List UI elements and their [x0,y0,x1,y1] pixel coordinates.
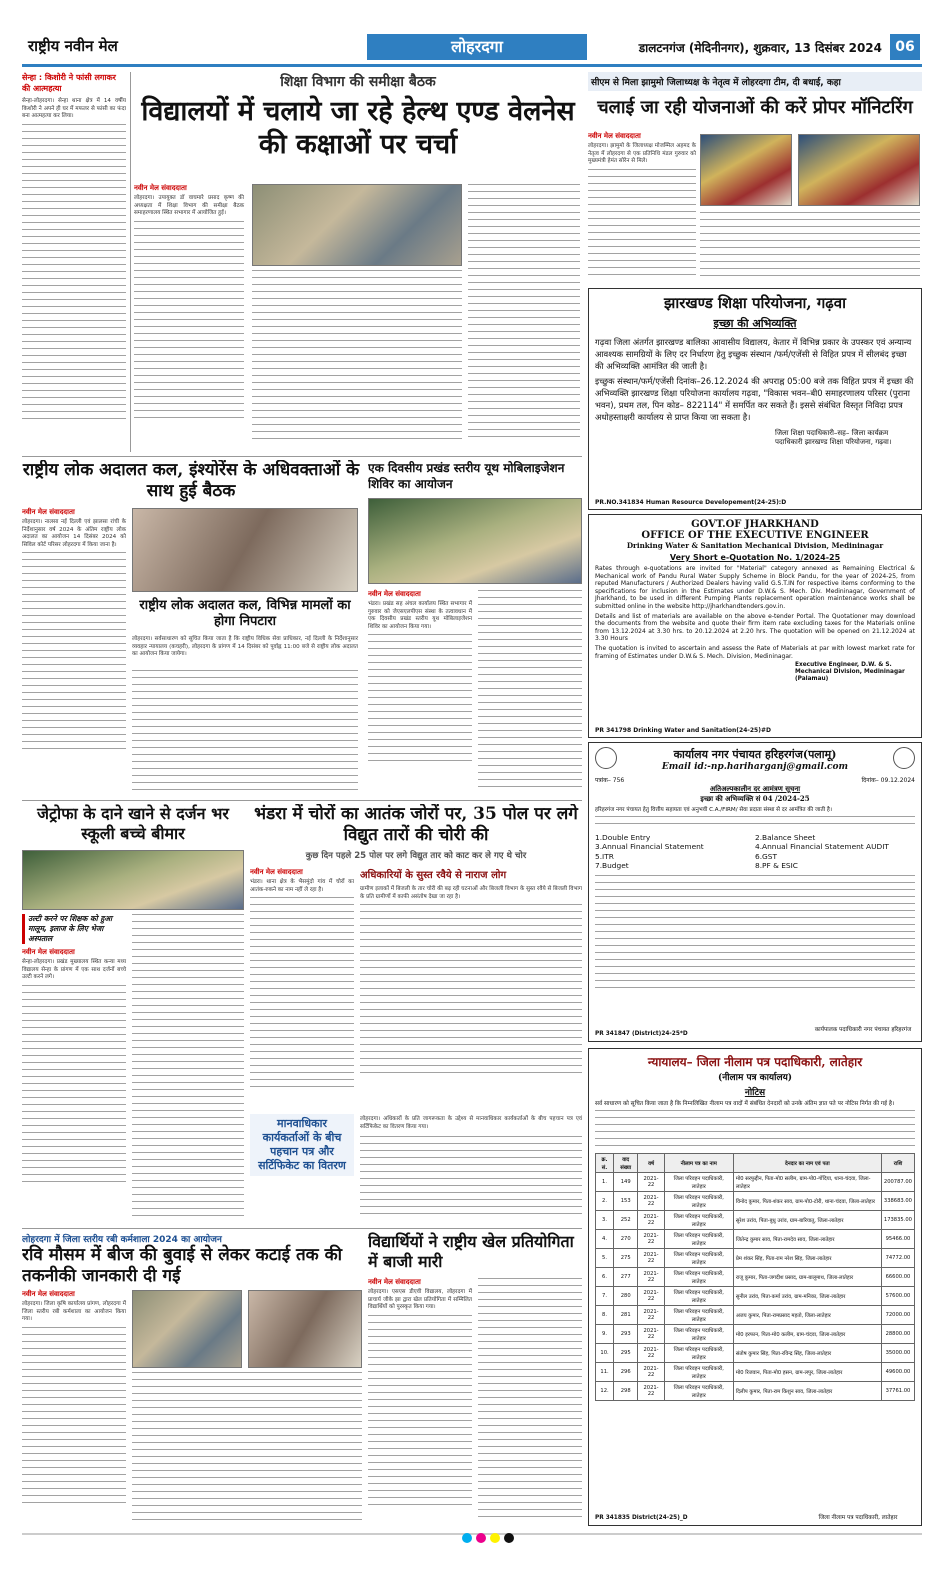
document-item: 4.Annual Financial Statement AUDIT [755,842,889,852]
newspaper-page [22,30,922,1545]
table-cell: 3. [596,1211,614,1230]
page-number: 06 [890,34,920,60]
story-lead: लोहरदगा। जिला कृषि कार्यालय प्रांगण, लोहरदगा में जिला स्तरीय रबी कर्मशाला का आयोजन किया गया। [22,1301,126,1323]
ad-garhwa [588,288,922,510]
cyan-dot [462,1533,472,1543]
table-cell: 4. [596,1230,614,1249]
ad-notice: नोटिस [744,1088,766,1098]
table-cell: 95466.00 [881,1230,914,1249]
ad-signature: कार्यपालक पदाधिकारी नगर पंचायत हरिहरगंज [814,1027,912,1033]
table-cell: 2021-22 [638,1325,664,1344]
table-cell: जिला परिवहन पदाधिकारी, लातेहार [664,1306,733,1325]
table-cell: जिला परिवहन पदाधिकारी, लातेहार [664,1249,733,1268]
dateline: डालटनगंज (मेदिनीनगर), शुक्रवार, 13 दिसंबर 2024 [638,41,882,55]
story-rabi [22,1232,362,1526]
story-body-text [22,985,126,1185]
table-row [596,1325,915,1344]
ad-title-2: OFFICE OF THE EXECUTIVE ENGINEER [641,530,869,541]
story-body-text [700,212,920,276]
table-cell: जिला परिवहन पदाधिकारी, लातेहार [664,1211,733,1230]
story-lead: भंडरा। प्रखंड सह अंचल कार्यालय स्थित सभागार में गुरुवार को जेएसएलपीएस संस्था के तत्वावधान में एक दिवसीय प्रखंड स्तरीय यूथ मोबिलाइजेशन शिविर का आयोजन किया गया। [368,601,472,630]
table-cell: 72000.00 [881,1306,914,1325]
table-cell: 66600.00 [881,1268,914,1287]
ad-subtitle: अतिअल्पकालीन दर आमंत्रण सूचना [709,784,801,793]
ad-conditions-text [595,875,915,991]
story-headline: जेट्रोफा के दाने खाने से दर्जन भर स्कूली बच्चे बीमार [37,804,229,843]
ad-body: गढ़वा जिला अंतर्गत झारखण्ड बालिका आवासीय विद्यालय, केतार में विभिन्न प्रकार के उपस्कर एवं अन्यान्य आवश्यक सामग्रियों के लिए दर निर्धारण हेतु इच्छुक संस्थान /फर्म/एजेंसी से विहित प्रपत्र में सीलबंद इच्छा की अभिव्यक्ति आमंत्रित की जाती है। [595,337,912,371]
ad-hariharganj [588,742,922,1042]
table-cell: विनोद कुमार, पिता-शंकर साव, ग्राम-पो0-टोरी, थाना-चंदवा, जिला-लातेहार [733,1192,881,1211]
table-cell: 2021-22 [638,1211,664,1230]
table-cell: 9. [596,1325,614,1344]
story-cm-meeting [588,72,922,284]
meeting-photo [252,184,462,266]
table-cell: जिला परिवहन पदाधिकारी, लातेहार [664,1363,733,1382]
table-cell: जिला परिवहन पदाधिकारी, लातेहार [664,1325,733,1344]
table-header-cell: वाद संख्या [614,1154,638,1173]
story-lead: लोहरदगा। उपायुक्त डॉ वाघमारे प्रसाद कृष्ण की अध्यक्षता में शिक्षा विभाग की समीक्षा बैठक समाहरणालय स्थित सभागार में आयोजित हुई। [134,195,244,217]
workshop-photo-1 [132,1290,242,1368]
table-cell: 153 [614,1192,638,1211]
paper-name: राष्ट्रीय नवीन मेल [28,37,118,55]
story-body-text [588,169,696,279]
story-jatropha [22,804,244,1224]
table-cell: 281 [614,1306,638,1325]
table-cell: 2021-22 [638,1306,664,1325]
table-cell: 2021-22 [638,1268,664,1287]
table-cell: जिला परिवहन पदाधिकारी, लातेहार [664,1230,733,1249]
story-headline: एक दिवसीय प्रखंड स्तरीय यूथ मोबिलाइजेशन शिविर का आयोजन [368,461,565,491]
table-cell: 298 [614,1382,638,1401]
ad-title-3: Drinking Water & Sanitation Mechanical Division, Medininagar [626,541,884,550]
story-body-text [360,1136,582,1220]
table-cell: जिला परिवहन पदाधिकारी, लातेहार [664,1173,733,1192]
story-kicker: सेन्हा : [22,73,43,82]
section-divider [22,800,582,801]
lok-adalat-photo [132,508,358,592]
table-cell: 2021-22 [638,1173,664,1192]
black-dot [504,1533,514,1543]
table-cell: 2021-22 [638,1192,664,1211]
story-headline: राष्ट्रीय लोक अदालत कल, इंश्योरेंस के अधिवक्ताओं के साथ हुई बैठक [22,460,360,501]
table-row [596,1363,915,1382]
story-body-text [468,184,580,442]
story-headline: भंडरा में चोरों का आतंक जोरों पर, 35 पोल पर लगे विद्युत तारों की चोरी की [254,804,578,845]
photo-caption: उल्टी करने पर शिक्षक को हुआ मालूम, इलाज के लिए भेजा अस्पताल [22,914,126,944]
story-body-text [132,914,244,1220]
ad-pr: PR 341847 (District)24-25*D [595,1031,688,1037]
story-body-text [132,670,358,792]
logo-icon [893,747,915,769]
table-cell: 277 [614,1268,638,1287]
ad-signature: Executive Engineer, D.W. & S. Mechanical Division, Medininagar (Palamau) [795,662,905,683]
print-registration-bar [22,1528,922,1540]
story-body-text [132,1372,362,1522]
section-divider [22,1228,582,1229]
byline: नवीन मेल संवाददाता [250,868,303,876]
table-cell: 280 [614,1287,638,1306]
story-kicker: लोहरदगा में जिला स्तरीय रबी कर्मशाला 2024 का आयोजन [22,1235,222,1245]
table-cell: जिला परिवहन पदाधिकारी, लातेहार [664,1287,733,1306]
story-kicker: शिक्षा विभाग की समीक्षा बैठक [280,74,436,90]
table-cell: सुरेश उरांव, पिता-बुधु उरांव, ग्राम-बारियातू, जिला-लातेहार [733,1211,881,1230]
table-cell: 200787.00 [881,1173,914,1192]
table-cell: राजू कुमार, पिता-जगदीश प्रसाद, ग्राम-बालूमाथ, जिला-लातेहार [733,1268,881,1287]
side-lead: ग्रामीण इलाकों में बिजली के तार चोरी की बढ़ रही घटनाओं और बिजली विभाग के सुस्त रवैये से बिजली विभाग के प्रति ग्रामीणों में काफी असंतोष देखा जा रहा है। [360,886,582,900]
table-cell: 2021-22 [638,1249,664,1268]
table-row [596,1230,915,1249]
ad-pr: PR 341798 Drinking Water and Sanitation(24-25)#D [595,727,771,734]
certificate-lead: लोहरदगा। अधिकारों के प्रति जागरूकता के उद्देश्य से मानवाधिकार कार्यकर्ताओं के बीच पहचान पत्र एवं सर्टिफिकेट का वितरण किया गया। [360,1116,582,1130]
required-documents-list [595,833,915,871]
ad-body-text [595,1110,915,1148]
table-cell: 149 [614,1173,638,1192]
table-cell: 7. [596,1287,614,1306]
table-cell: 28800.00 [881,1325,914,1344]
table-cell: मो0 सरफुद्दीन, पिता-मो0 सलीम, ग्राम-पो0-गोंदिया, थाना-चंदवा, जिला-लातेहार [733,1173,881,1192]
story-kicker: सीएम से मिला झामुमो जिलाध्यक्ष के नेतृत्व में लोहरदगा टीम, दी बधाई, कहा [588,72,922,91]
table-row [596,1306,915,1325]
table-cell: 2021-22 [638,1287,664,1306]
ad-body: Rates through e-quotations are invited for "Material" category annexed as Remaining Electrical & Mechanical work of Pandu Rural Water Supply Scheme in Block Pandu, for the year of 2024-25, from reputed Manufacturers / Authorized Dealers having valid G.S.T.IN for respective items conforming to the specifications for inclusion in the Estimates under D.W.& S. Mech. Div. Medininagar, Government of Jharkhand, to be used in different Pumping Plants replacement operation maintenance works shall be submitted online in the website http://jharkhandtenders.gov.in. [595,565,915,610]
table-row [596,1249,915,1268]
table-cell: जितेन्द्र कुमार साव, पिता-रामदेव साव, जिला-लातेहार [733,1230,881,1249]
ad-subtitle: इच्छा की अभिव्यक्ति [713,317,797,330]
letter-date: दिनांक– 09.12.2024 [861,777,915,784]
table-row [596,1287,915,1306]
sub-lead: लोहरदगा। सर्वसाधारण को सूचित किया जाता है कि राष्ट्रीय विधिक सेवा प्राधिकार, नई दिल्ली के निर्देशानुसार व्यवहार न्यायालय (कचहरी), लोहरदगा के प्रांगण में 14 दिसंबर को पूर्वाह्न 11:00 बजे से राष्ट्रीय लोक अदालत का आयोजन किया जायेगा। [132,636,358,658]
table-cell: जिला परिवहन पदाधिकारी, लातेहार [664,1344,733,1363]
table-cell: 2021-22 [638,1344,664,1363]
story-lead: लोहरदगा। नालसा नई दिल्ली एवं झालसा रांची के निर्देशानुसार वर्ष 2024 के अंतिम राष्ट्रीय लोक अदालत का आयोजन 14 दिसंबर 2024 को सिविल कोर्ट परिसर लोहरदगा में किया जाना है। [22,519,126,548]
magenta-dot [476,1533,486,1543]
table-cell: 2. [596,1192,614,1211]
story-lead: लोहरदगा। एसएस डीएवी विद्यालय, लोहरदगा में प्राचार्य जीके झा द्वारा खेल प्रतियोगिता में सम्मिलित विद्यार्थियों को पुरस्कृत किया गया। [368,1289,472,1311]
table-row [596,1173,915,1192]
story-lead: सेन्हा-लोहरदगा। सेन्हा थाना क्षेत्र में 14 वर्षीय किशोरी ने अपने ही घर में मफलर से फांसी का फंदा बना आत्महत्या कर लिया। [22,98,126,120]
ad-title: कार्यालय नगर पंचायत हरिहरगंज(पलामू) [673,748,837,761]
byline: नवीन मेल संवाददाता [134,184,187,192]
table-cell: 2021-22 [638,1382,664,1401]
table-cell: 37761.00 [881,1382,914,1401]
table-cell: मो0 रिजवान, पिता-मो0 हसन, ग्राम-लपुर, जिला-लातेहार [733,1363,881,1382]
ad-title: झारखण्ड शिक्षा परियोजना, गढ़वा [664,294,846,312]
story-body-text [134,221,244,421]
ad-signature: जिला नीलाम पत्र पदाधिकारी, लातेहार [818,1515,898,1521]
ad-body-text [595,816,915,830]
story-body-text [368,634,472,764]
table-cell: 49600.00 [881,1363,914,1382]
ad-email: Email id:-np.hariharganj@gmail.com [661,762,849,772]
table-cell: जिला परिवहन पदाधिकारी, लातेहार [664,1382,733,1401]
table-cell: 173835.00 [881,1211,914,1230]
table-header-cell: देनदार का नाम एवं पता [733,1154,881,1173]
table-cell: 10. [596,1344,614,1363]
ad-body: हरिहरगंज नगर पंचायत हेतु वित्तीय सहायता एवं अनुभवी C.A./FIRM/ सेवा प्रदाता संस्था से दर आमंत्रित की जाती है। [595,807,832,813]
table-cell: 12. [596,1382,614,1401]
table-cell: प्रेम शंकर सिंह, पिता-राम नरेश सिंह, जिला-लातेहार [733,1249,881,1268]
table-cell: 35000.00 [881,1344,914,1363]
ad-notice: Very Short e-Quotation No. 1/2024-25 [669,553,841,562]
table-row [596,1268,915,1287]
byline: नवीन मेल संवाददाता [368,590,421,598]
table-cell: 2021-22 [638,1230,664,1249]
table-cell: जिला परिवहन पदाधिकारी, लातेहार [664,1192,733,1211]
table-cell: अजय कुमार, पिता-रामप्रसाद महतो, जिला-लातेहार [733,1306,881,1325]
table-row [596,1211,915,1230]
section-divider [22,456,582,457]
table-cell: 252 [614,1211,638,1230]
table-cell: संतोष कुमार सिंह, पिता-रविन्द्र सिंह, जिला-लातेहार [733,1344,881,1363]
byline: नवीन मेल संवाददाता [22,948,75,956]
table-cell: 1. [596,1173,614,1192]
certificate-headline: मानवाधिकार कार्यकर्ताओं के बीच पहचान पत्र और सर्टिफिकेट का वितरण [250,1114,354,1176]
table-cell: 74772.00 [881,1249,914,1268]
table-header-cell: राशि [881,1154,914,1173]
table-cell: 270 [614,1230,638,1249]
table-cell: सुनील उरांव, पिता-कर्मा उरांव, ग्राम-मनिका, जिला-लातेहार [733,1287,881,1306]
masthead-rule [22,64,922,67]
story-headline: रवि मौसम में बीज की बुवाई से लेकर कटाई तक की तकनीकी जानकारी दी गई [22,1245,343,1286]
table-cell: दिलीप कुमार, पिता-राम किशुन साव, जिला-लातेहार [733,1382,881,1401]
story-body-text [22,124,126,424]
table-cell: 275 [614,1249,638,1268]
story-body-text [478,590,582,790]
table-cell: 57600.00 [881,1287,914,1306]
table-header-cell: क्र. सं. [596,1154,614,1173]
table-row [596,1382,915,1401]
ad-jharkhand [588,514,922,738]
document-item: 6.GST [755,851,777,861]
table-cell: 8. [596,1306,614,1325]
table-row [596,1344,915,1363]
letter-number: पत्रांक– 756 [595,777,625,784]
table-header-cell: नीलाम पत्र का नाम [664,1154,733,1173]
cm-photo-1 [700,134,792,206]
table-cell: 338683.00 [881,1192,914,1211]
table-cell: 295 [614,1344,638,1363]
table-row [596,1192,915,1211]
document-item: 3.Annual Financial Statement [595,842,704,852]
ad-subtitle-2: इच्छा की अभिव्यक्ति सं 04 /2024-25 [700,794,810,803]
table-cell: 293 [614,1325,638,1344]
ad-body-2: इच्छुक संस्थान/फर्म/एजेंसी दिनांक–26.12.2024 की अपराह्न 05:00 बजे तक विहित प्रपत्र में इच्छा की अभिव्यक्ति झारखण्ड शिक्षा परियोजना कार्यालय गढ़वा, "विकास भवन–बी0 समाहरणालय परिसर (पुराना भवन), प्रथम तल, पिन कोड– 822114" में समर्पित कर सकते हैं। इससे संबंधित विस्तृत निविदा प्रपत्र अधोहस्ताक्षरी कार्यालय से प्राप्त किया जा सकता है। [595,376,914,422]
ad-signature: जिला शिक्षा पदाधिकारी–सह– जिला कार्यक्रम पदाधिकारी झारखण्ड शिक्षा परियोजना, गढ़वा। [775,429,892,446]
table-header-cell: वर्ष [638,1154,664,1173]
story-body-text [360,904,582,1074]
story-body-text [478,1278,582,1522]
ad-body: सर्व साधारण को सूचित किया जाता है कि निम्नलिखित नीलाम पत्र वादों में संबंधित देनदारों को उनके अंतिम ज्ञात पते पर नोटिस निर्गत की गई है। [595,1101,895,1107]
story-bhandra [250,804,582,1224]
section-title: लोहरदगा [367,34,587,60]
table-header-row [596,1154,915,1173]
masthead [22,30,922,64]
story-body-text [22,552,126,752]
story-headline: किशोरी ने फांसी लगाकर की आत्महत्या [22,73,116,93]
ad-title: न्यायालय– जिला नीलाम पत्र पदाधिकारी, लातेहार [647,1055,863,1069]
table-cell: 5. [596,1249,614,1268]
byline: नवीन मेल संवाददाता [22,1290,75,1298]
story-headline: विद्यार्थियों ने राष्ट्रीय खेल प्रतियोगिता में बाजी मारी [368,1232,574,1271]
defaulters-table [595,1153,915,1401]
story-suicide [22,72,126,452]
sub-headline: राष्ट्रीय लोक अदालत कल, विभिन्न मामलों का होगा निपटारा [139,598,351,629]
story-health [134,72,582,452]
story-lok-adalat [22,460,360,796]
table-cell: 296 [614,1363,638,1382]
ad-pr: PR 341835 District(24-25)_D [595,1515,688,1521]
story-body-text [368,1315,472,1505]
document-item: 2.Balance Sheet [755,833,816,842]
cm-photo-2 [798,134,920,206]
table-cell: जिला परिवहन पदाधिकारी, लातेहार [664,1268,733,1287]
ad-pr: PR.NO.341834 Human Resource Developement(24-25):D [595,499,787,506]
story-youth [368,460,582,796]
table-cell: मो0 इरफान, पिता-मो0 कलीम, ग्राम-चंदवा, जिला-लातेहार [733,1325,881,1344]
story-body-text [252,270,462,442]
ad-title-1: GOVT.OF JHARKHAND [691,519,819,530]
story-lead: लोहरदगा। झामुमो के जिलाध्यक्ष मोजम्मिल अहमद के नेतृत्व में लोहरदगा से एक प्रतिनिधि मंडल गुरुवार को मुख्यमंत्री हेमंत सोरेन से मिले। [588,143,696,165]
story-body-text [22,1327,126,1507]
column-divider [130,72,131,452]
side-headline: अधिकारियों के सुस्त रवैये से नाराज लोग [360,870,507,881]
story-body-text [250,897,354,1087]
byline: नवीन मेल संवाददाता [22,508,75,516]
workshop-photo-2 [248,1290,362,1368]
ad-latehar [588,1048,922,1526]
students-photo [22,850,244,910]
story-sports [368,1232,582,1526]
table-cell: 11. [596,1363,614,1382]
story-lead: भंडरा। थाना क्षेत्र के भैसमुंदो गांव में चोरों का आतंक-रुकने का नाम नहीं ले रहा है। [250,879,354,893]
emblem-icon [595,747,617,769]
yellow-dot [490,1533,500,1543]
ad-body-3: The quotation is invited to ascertain and assess the Rate of Materials at par with lowest market rate for framing of Estimates under D.W.& S. Mech. Division, Medininagar. [595,644,915,660]
story-lead: सेन्हा-लोहरदगा। प्रखंड मुख्यालय स्थित कन्या मध्य विद्यालय सेन्हा के प्रांगण में एक साथ दर्जनों बच्चे उल्टी करने लगे। [22,959,126,981]
table-cell: 6. [596,1268,614,1287]
ad-subtitle: (नीलाम पत्र कार्यालय) [717,1073,793,1083]
youth-photo [368,498,582,584]
byline: नवीन मेल संवाददाता [588,132,641,140]
story-headline: विद्यालयों में चलाये जा रहे हेल्थ एण्ड वेलनेस की कक्षाओं पर चर्चा [141,96,575,160]
document-item: 1.Double Entry [595,833,651,842]
document-item: 8.PF & ESIC [755,861,798,871]
document-item: 5.ITR [595,851,614,861]
ad-body-2: Details and list of materials are available on the above e-tender Portal. The Quotationer may download the documents from the website and quote their firm item rate excluding taxes for the Materials online from 13.12.2024 at 3.30 hrs. to 20.12.2024 at 2.20 hrs. The quotation will be opened on 21.12.2024 at 3.30 Hours [595,612,915,643]
story-headline: चलाई जा रही योजनाओं की करें प्रोपर मॉनिटरिंग [597,97,913,118]
byline: नवीन मेल संवाददाता [368,1278,421,1286]
story-deck: कुछ दिन पहले 25 पोल पर लगे विद्युत तार को काट कर ले गए थे चोर [305,851,527,861]
document-item: 7.Budget [595,861,629,871]
table-cell: 2021-22 [638,1363,664,1382]
